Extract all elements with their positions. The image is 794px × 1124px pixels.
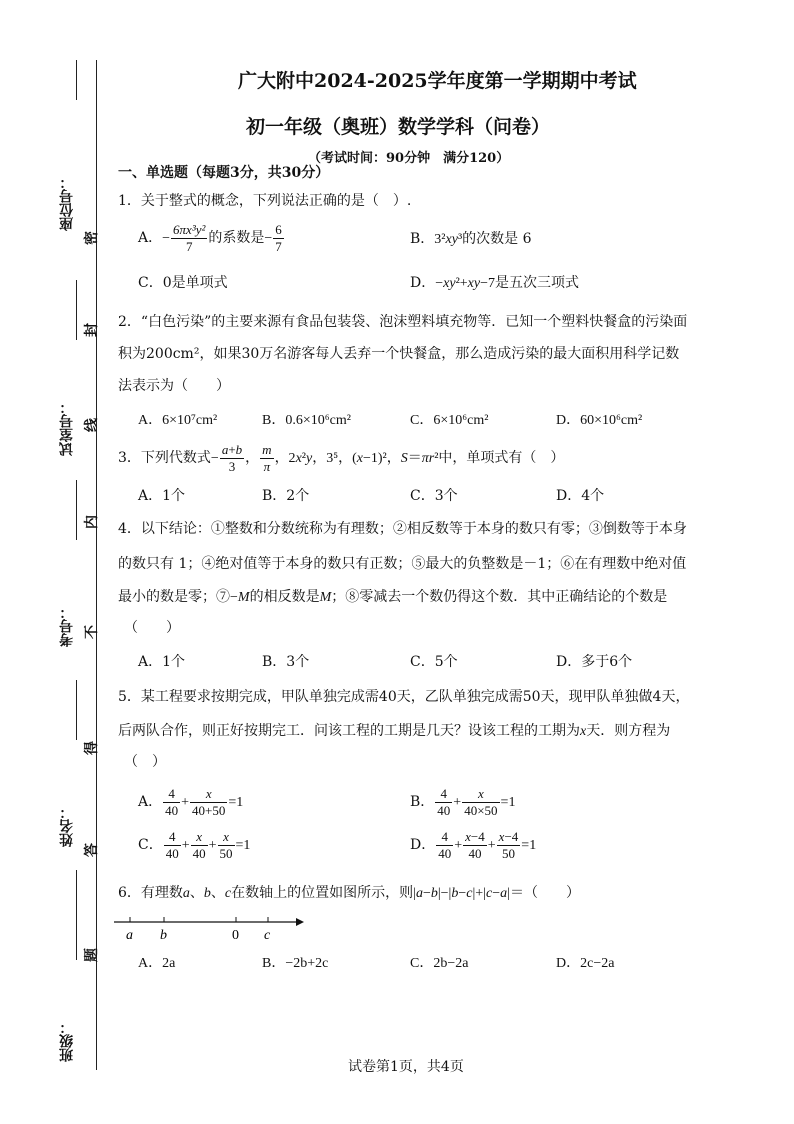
- q5-option-d: D． $\frac{4}{40}$ + $\frac{x-4}{40}$ + $\frac{x-4}{50}$ =1: [410, 829, 537, 861]
- seal-line: [96, 60, 97, 1070]
- q1-d-label: D．: [410, 275, 436, 291]
- q2-line-1: 2．“白色污染”的主要来源有食品包装袋、泡沫塑料填充物等．已知一个塑料快餐盒的污染面: [118, 314, 688, 330]
- q2-line-2: 积为200cm²，如果30万名游客每人丢弃一个快餐盒，那么造成污染的最大面积用科学记数: [118, 346, 680, 362]
- q3-option-b: B．2个: [262, 488, 310, 504]
- class-label: 班级：: [59, 1020, 75, 1062]
- q6-option-d: D．2c−2a: [556, 956, 615, 971]
- q4-line-1: 4．以下结论：①整数和分数统称为有理数；②相反数等于本身的数只有零；③倒数等于本身: [118, 521, 687, 537]
- q2-option-b: B．0.6×10⁶cm²: [262, 413, 351, 428]
- q3-stem: 3．下列代数式− $\frac{a+b}{3}$ ， $\frac{m}{\pi}$ ，2x²y，3⁵，(x−1)²，S＝πr²中，单项式有（ ）: [118, 442, 565, 474]
- number-line-arrow: [296, 918, 304, 926]
- q6-option-a: A．2a: [138, 956, 176, 971]
- seal-char: 答: [84, 843, 100, 857]
- q2-option-c: C．6×10⁶cm²: [410, 413, 489, 428]
- q6-stem-b: 在数轴上的位置如图所示，则: [231, 885, 414, 901]
- label-c: c: [264, 928, 271, 943]
- q5-option-a: A． $\frac{4}{40}$ + $\frac{x}{40+50}$ =1: [138, 786, 244, 818]
- label-b: b: [160, 928, 167, 943]
- label-a: a: [126, 928, 133, 943]
- q4-line-2: 的数只有 1；④绝对值等于本身的数只有正数；⑤最大的负整数是－1；⑥在有理数中绝对值: [118, 556, 687, 572]
- q5-a-label: A．: [138, 794, 163, 811]
- cut-line: [76, 480, 77, 540]
- seal-char: 封: [84, 323, 100, 337]
- q4-option-b: B．3个: [262, 654, 310, 670]
- q5-option-c: C． $\frac{4}{40}$ + $\frac{x}{40}$ + $\frac{x}{50}$ =1: [138, 829, 251, 861]
- q5-d-label: D．: [410, 837, 436, 854]
- q4-line-3: 最小的数是零；⑦−M的相反数是M；⑧零减去一个数仍得这个数．其中正确结论的个数是: [118, 589, 668, 605]
- q4-line-3c: ；⑧零减去一个数仍得这个数．其中正确结论的个数是: [331, 589, 668, 605]
- q3-option-d: D．4个: [556, 488, 605, 504]
- seal-char: 不: [84, 625, 100, 639]
- q6-stem-c: （ ）: [523, 885, 580, 901]
- q1-option-a: A．− $\frac{\text{6πx³y²}}{7}$ 的系数是− $\frac{6}{7}$: [138, 222, 282, 254]
- q5-b-label: B．: [410, 794, 435, 811]
- seal-char: 线: [84, 418, 100, 432]
- q3-option-a: A．1个: [138, 488, 186, 504]
- q1-b-label: B．: [410, 231, 435, 247]
- q1-a-text: 的系数是: [208, 230, 265, 247]
- exam-title: 广大附中2024-2025学年度第一学期期中考试: [238, 70, 637, 92]
- cut-line: [76, 870, 77, 960]
- q5-line-2a: 后两队合作，则正好按期完工．问该工程的工期是几天？设该工程的工期为: [118, 723, 580, 739]
- label-0: 0: [232, 928, 239, 943]
- q1-option-b: B．3²xy³的次数是 6: [410, 231, 532, 247]
- cut-line: [76, 280, 77, 340]
- q4-option-c: C．5个: [410, 654, 458, 670]
- q2-option-d: D．60×10⁶cm²: [556, 413, 643, 428]
- q1-option-d: D．−xy²+xy−7是五次三项式: [410, 275, 580, 291]
- q2-line-3: 法表示为（ ）: [118, 378, 230, 394]
- q4-option-a: A．1个: [138, 654, 186, 670]
- exam-info: （考试时间：90分钟 满分120）: [308, 151, 510, 166]
- q2-option-a: A．6×10⁷cm²: [138, 413, 218, 428]
- q5-line-2: 后两队合作，则正好按期完工．问该工程的工期是几天？设该工程的工期为x天．则方程为: [118, 723, 671, 739]
- exam-number-label: 考号：: [59, 605, 75, 647]
- q1-c-label: C．: [138, 275, 163, 291]
- name-label: 姓名：: [59, 805, 75, 847]
- q1-option-c: [138, 276, 228, 290]
- q5-line-3: （ ）: [124, 754, 166, 770]
- q4-option-d: D．多于6个: [556, 654, 633, 670]
- q5-line-2b: 天．则方程为: [586, 723, 671, 739]
- seal-char: 密: [84, 231, 100, 245]
- q5-line-1: 5．某工程要求按期完成，甲队单独完成需40天，乙队单独完成需50天，现甲队单独做4天，: [118, 689, 690, 705]
- exam-subtitle: 初一年级（奥班）数学学科（问卷）: [246, 116, 551, 138]
- room-number-label: 试室号：: [59, 400, 75, 456]
- cut-line: [76, 60, 77, 100]
- number-line: [112, 912, 312, 946]
- q3-suffix: 中，单项式有（ ）: [438, 450, 565, 467]
- seal-char: 题: [84, 948, 100, 962]
- q6-option-b: B．−2b+2c: [262, 956, 329, 971]
- q5-option-b: B． $\frac{4}{40}$ + $\frac{x}{40\times 50}$ =1: [410, 786, 516, 818]
- q6-stem: 6．有理数a、b、c在数轴上的位置如图所示，则|a−b|−|b−c|+|c−a|＝（ ）: [118, 885, 580, 901]
- seat-number-label: 座位号：: [59, 175, 75, 231]
- seal-char: 得: [84, 741, 100, 755]
- q4-line-4: （ ）: [124, 620, 180, 636]
- q4-line-3b: 的相反数是: [249, 589, 320, 605]
- q1-b-text: 的次数是 6: [462, 231, 532, 247]
- q3-prefix: 3．下列代数式: [118, 450, 211, 467]
- q5-c-label: C．: [138, 837, 163, 854]
- page-footer: 试卷第1页，共4页: [348, 1059, 464, 1075]
- q1-c-text: 0是单项式: [162, 275, 228, 291]
- q4-line-3a: 最小的数是零；⑦: [118, 589, 230, 605]
- q1-a-label: A．: [138, 230, 163, 247]
- q3-option-c: C．3个: [410, 488, 458, 504]
- q6-stem-a: 6．有理数: [118, 885, 183, 901]
- q6-option-c: C．2b−2a: [410, 956, 469, 971]
- cut-line: [76, 680, 77, 740]
- section-heading: 一、单选题（每题3分，共30分）: [118, 165, 330, 181]
- q1-d-text: 是五次三项式: [495, 275, 580, 291]
- seal-char: 内: [84, 515, 100, 529]
- q1-stem: 1．关于整式的概念，下列说法正确的是（ ）.: [118, 193, 412, 209]
